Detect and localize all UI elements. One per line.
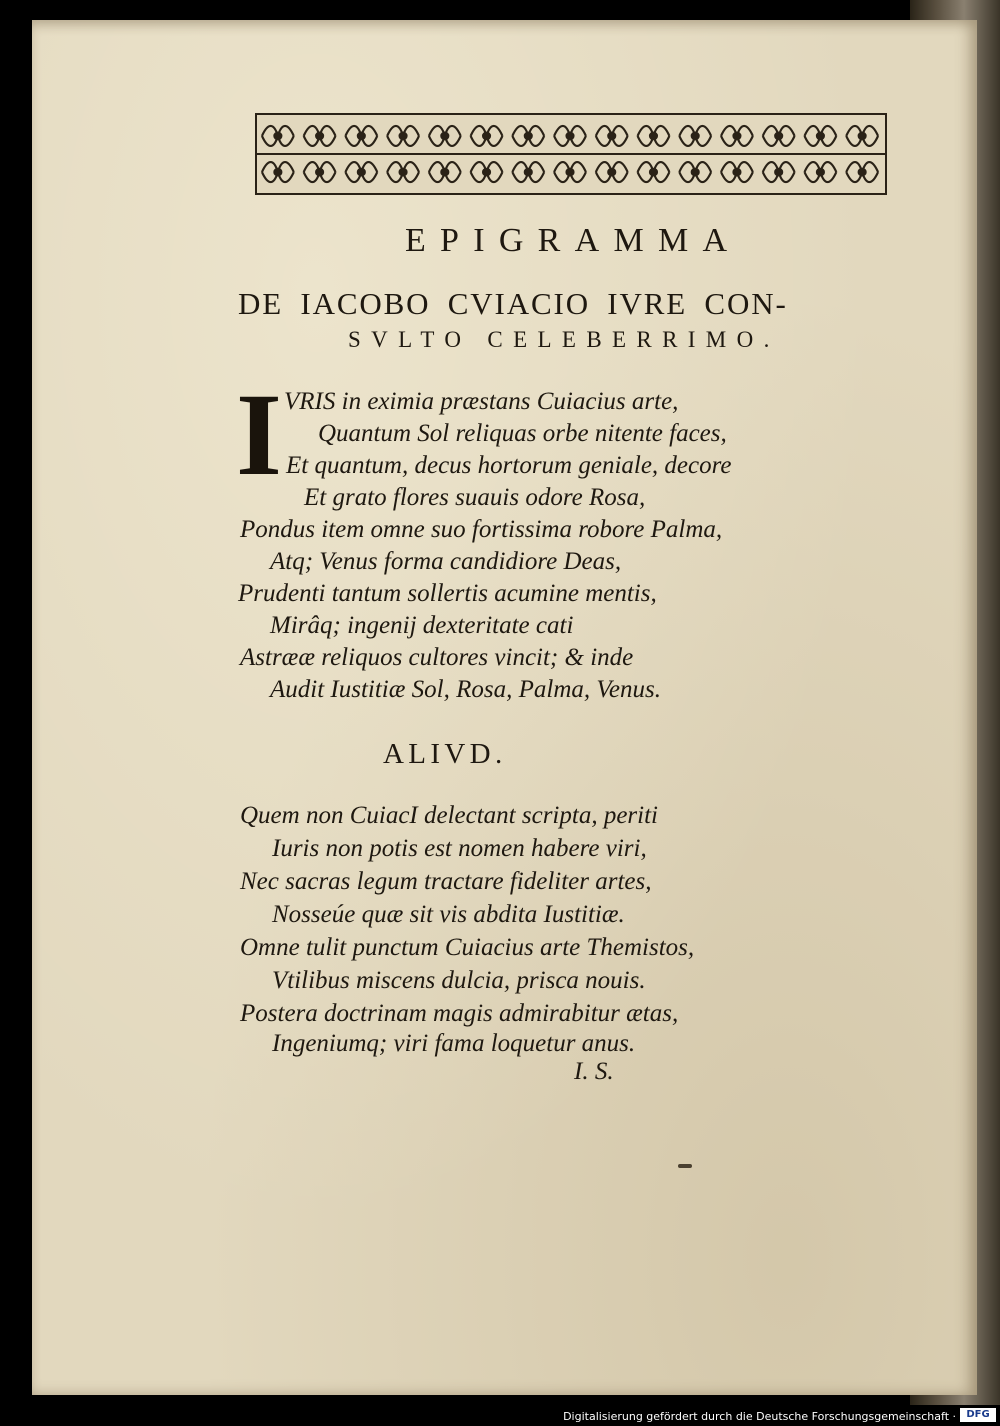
ornament-dot [692, 169, 699, 176]
ink-mark [678, 1164, 692, 1168]
poem2-line-7: Postera doctrinam magis admirabitur ætas, [240, 1000, 679, 1027]
funding-credit: Digitalisierung gefördert durch die Deutsche Forschungsgemeinschaft · [563, 1410, 956, 1423]
poem2-line-2: Iuris non potis est nomen habere viri, [272, 835, 647, 862]
ornament-dot [483, 133, 490, 140]
ornament-dot [650, 169, 657, 176]
dfg-logo: DFG [960, 1408, 996, 1422]
ornament-dot [733, 133, 740, 140]
ornament-dot [608, 169, 615, 176]
ornament-dot [859, 133, 866, 140]
poem1-line-5: Pondus item omne suo fortissima robore Palma, [240, 516, 723, 543]
ornament-dot [441, 169, 448, 176]
ornament-dot [817, 133, 824, 140]
ornament-dot [650, 133, 657, 140]
ornament-dot [400, 169, 407, 176]
ornament-dot [733, 169, 740, 176]
poem1-line-1: VRIS in eximia præstans Cuiacius arte, [284, 388, 679, 415]
poem2-line-1: Quem non CuiacI delectant scripta, periti [240, 802, 658, 829]
ornament-dot [358, 169, 365, 176]
poem2-line-3: Nec sacras legum tractare fideliter artes, [240, 868, 652, 895]
ornament-dot [316, 133, 323, 140]
drop-capital: I [236, 369, 282, 500]
poem2-line-6: Vtilibus miscens dulcia, prisca nouis. [272, 967, 646, 994]
poem1-line-8: Mirâq; ingenij dexteritate cati [270, 612, 574, 639]
ornament-dot [775, 133, 782, 140]
ornament-dot [692, 133, 699, 140]
page-title: EPIGRAMMA [405, 222, 742, 259]
ornament-dot [525, 133, 532, 140]
poem1-line-7: Prudenti tantum sollertis acumine mentis, [238, 580, 657, 607]
poem2-line-4: Nosseúe quæ sit vis abdita Iustitiæ. [272, 901, 625, 928]
ornament-dot [817, 169, 824, 176]
poem1-line-3: Et quantum, decus hortorum geniale, decore [286, 452, 732, 479]
poem1-line-6: Atq; Venus forma candidiore Deas, [270, 548, 622, 575]
ornament-dot [274, 169, 281, 176]
ornament-dot [608, 133, 615, 140]
ornament-dot [525, 169, 532, 176]
author-initials: I. S. [574, 1058, 614, 1085]
ornamental-headpiece [255, 113, 887, 195]
ornament-dot [775, 169, 782, 176]
ornament-dot [441, 133, 448, 140]
ornament-dot [316, 169, 323, 176]
poem2-line-5: Omne tulit punctum Cuiacius arte Themistos, [240, 934, 695, 961]
subtitle-line-2: SVLTO CELEBERRIMO. [348, 327, 780, 352]
poem1-line-4: Et grato flores suauis odore Rosa, [304, 484, 646, 511]
subtitle-line-1: DE IACOBO CVIACIO IVRE CON- [238, 286, 788, 321]
poem1-line-10: Audit Iustitiæ Sol, Rosa, Palma, Venus. [270, 676, 661, 703]
ornament-dot [358, 133, 365, 140]
ornament-dot [274, 133, 281, 140]
poem2-line-8: Ingeniumq; viri fama loquetur anus. [272, 1030, 636, 1057]
ornament-dot [567, 169, 574, 176]
poem1-line-2: Quantum Sol reliquas orbe nitente faces, [318, 420, 727, 447]
poem1-line-9: Astrææ reliquos cultores vincit; & inde [240, 644, 634, 671]
ornament-dot [567, 133, 574, 140]
ornament-dot [483, 169, 490, 176]
ornament-dot [400, 133, 407, 140]
section-heading-aliud: ALIVD. [383, 738, 507, 770]
ornament-dot [859, 169, 866, 176]
